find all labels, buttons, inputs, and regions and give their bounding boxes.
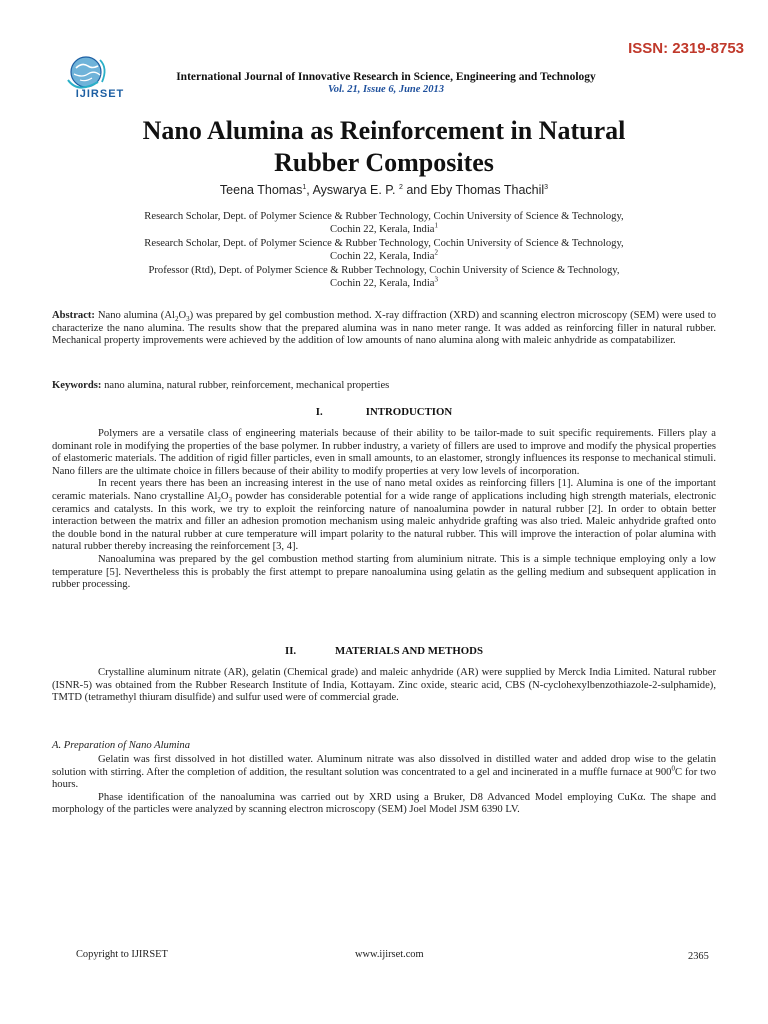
affiliation-line: Research Scholar, Dept. of Polymer Science & Rubber Technology, Cochin University of Science & Technology,: [144, 211, 624, 222]
keywords-text: Keywords: nano alumina, natural rubber, reinforcement, mechanical properties: [52, 380, 390, 391]
volume-issue: Vol. 21, Issue 6, June 2013: [327, 84, 445, 95]
section-title: INTRODUCTION: [365, 406, 453, 418]
author-separator: ,: [306, 183, 313, 197]
paragraph: Phase identification of the nanoalumina was carried out by XRD using a Bruker, D8 Advanced Model employing CuKα. The shape and morphology of the particles were analyzed by scanning electron microscopy (SEM) Joel Model JSM 6390 LV.: [52, 791, 716, 816]
author-separator: and: [402, 183, 431, 197]
title-line-2: Rubber Composites: [274, 148, 494, 177]
author-1-ref: 1: [302, 183, 307, 191]
abstract-text: Abstract: Nano alumina $(Al_2O_3)$ was prepared by gel combustion method. X-ray diffraction (XRD) and scanning electron microscopy (SEM) were used to characterize the nano alumina. The results show that the prepared alumina was in nano meter range. It was added as reinforcing filler in natural rubber. Mechanical property improvements were achieved by the addition of low amounts of nano alumina along with maleic anhydride as compatabilizer.: [52, 310, 716, 347]
author-3-ref: 3: [544, 183, 549, 191]
section-heading-introduction: [52, 406, 716, 418]
author-2: Ayswarya E. P.: [312, 183, 399, 197]
paper-title: [60, 115, 708, 179]
logo-wordmark: IJIRSET: [75, 88, 125, 100]
paragraph: Polymers are a versatile class of engineering materials because of their ability to be tailor-made to suit specific requirements. Fillers play a dominant role in modifying the properties of the base polymer. In rubber industry, a variety of fillers are used to improve and modify the physical properties of elastomeric materials. The addition of rigid filler particles, even in small amounts, to an elastomer, strongly influences its response to mechanical stimuli. Nano fillers are the ultimate choice in fillers because of their ability to modify properties at very low levels of incorporation.: [52, 428, 716, 477]
section-heading-materials: [52, 645, 716, 657]
subsection-heading: A. Preparation of Nano Alumina: [52, 740, 191, 751]
section-number: I.: [315, 406, 323, 418]
footer-url[interactable]: www.ijirset.com: [355, 949, 424, 960]
issn-label: ISSN: 2319-8753: [628, 40, 744, 57]
keywords-label: Keywords:: [52, 380, 102, 391]
title-line-1: Nano Alumina as Reinforcement in Natural: [142, 116, 626, 145]
affiliation-line: Cochin 22, Kerala, India$^3$: [330, 275, 438, 289]
author-3: Eby Thomas Thachil: [430, 183, 545, 197]
footer-copyright: Copyright to IJIRSET: [76, 949, 168, 960]
affiliation-2: [100, 237, 668, 263]
page-number: 2365: [688, 951, 709, 962]
introduction-body: [52, 428, 716, 592]
author-list: [60, 183, 708, 197]
affiliation-line: Cochin 22, Kerala, India$^2$: [330, 248, 438, 262]
affiliation-3: [100, 264, 668, 290]
paragraph: Gelatin was first dissolved in hot distilled water. Aluminum nitrate was also dissolved in distilled water and added drop wise to the gelatin solution with stirring. After the completion of addition, the resultant solution was concentrated to a gel and incinerated in a muffle furnace at $900^0C$ for two hours.: [52, 754, 717, 791]
materials-body: [52, 667, 716, 705]
preparation-body: [52, 754, 716, 817]
abstract-label: Abstract:: [52, 310, 95, 321]
affiliation-line: Professor (Rtd), Dept. of Polymer Science & Rubber Technology, Cochin University of Science & Technology,: [148, 265, 620, 276]
paragraph: Crystalline aluminum nitrate (AR), gelatin (Chemical grade) and maleic anhydride (AR) were supplied by Merck India Limited. Natural rubber (ISNR-5) was obtained from the Rubber Research Institute of India, Kottayam. Zinc oxide, stearic acid, CBS (N-cyclohexylbenzothiazole-2-sulphamide), TMTD (tetramethyl thiuram disulfide) and sulfur used were of commercial grade.: [52, 667, 716, 704]
section-number: II.: [285, 645, 297, 657]
affiliation-1: [100, 210, 668, 236]
section-title: MATERIALS AND METHODS: [335, 645, 483, 657]
affiliation-line: Cochin 22, Kerala, India$^1$: [330, 221, 438, 235]
keywords: [52, 380, 716, 393]
abstract: [52, 310, 716, 348]
affiliation-line: Research Scholar, Dept. of Polymer Science & Rubber Technology, Cochin University of Science & Technology,: [144, 238, 624, 249]
author-2-ref: 2: [398, 183, 403, 191]
paragraph: Nanoalumina was prepared by the gel combustion method starting from aluminium nitrate. This is a simple technique employing only a low temperature [5]. Nevertheless this is probably the first attempt to prepare nanoalumina using gelatin as the gelling medium and subsequent application in rubber processing.: [52, 553, 716, 591]
author-1: Teena Thomas: [219, 183, 303, 197]
journal-name: International Journal of Innovative Research in Science, Engineering and Technology: [176, 71, 596, 83]
paragraph: In recent years there has been an increasing interest in the use of nano metal oxides as reinforcing fillers [1]. Alumina is one of the important ceramic materials. Nano crystalline $Al_2O_3$ powder has considerable potential for a wide range of applications including high strength materials, electronic ceramics and catalysts. In this work, we try to exploit the reinforcing nature of nanoalumina powder in natural rubber [2]. In order to obtain better interaction between the matrix and filler an adhesion promotion mechanism using maleic anhydride grafting was also tried. Maleic anhydride grafted onto the double bond in the natural rubber at cure temperature will impart polarity to the natural rubber. This will improve the interaction of polar alumina with natural rubber thereby increasing the reinforcement [3, 4].: [52, 478, 716, 553]
